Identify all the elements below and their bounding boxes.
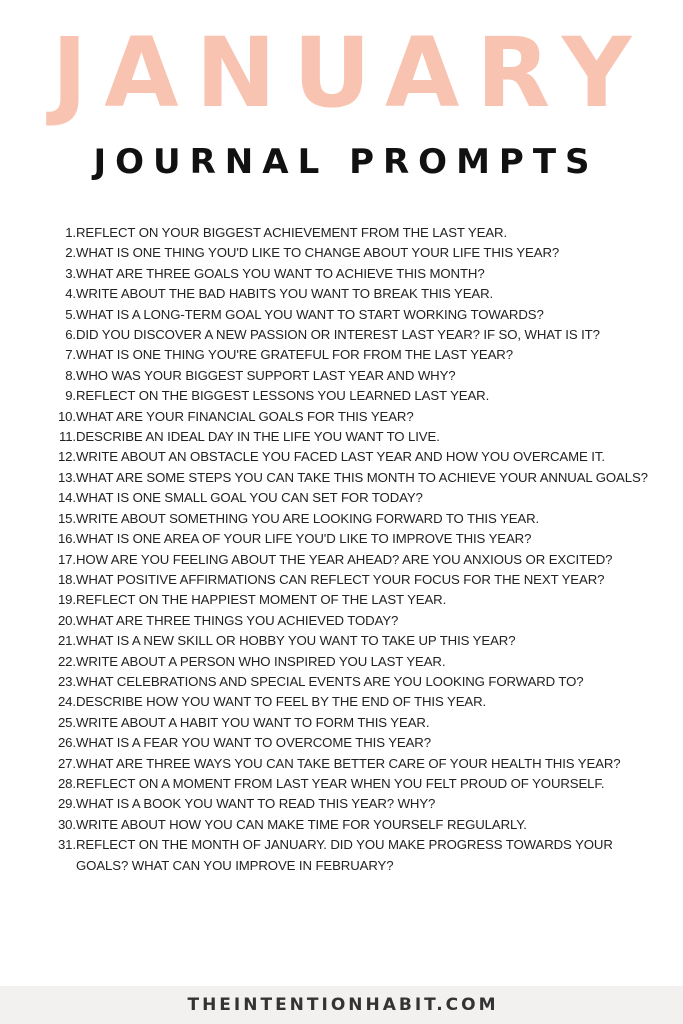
prompt-text: WHAT ARE THREE THINGS YOU ACHIEVED TODAY? bbox=[76, 612, 399, 628]
list-item bbox=[50, 488, 662, 508]
list-item bbox=[50, 468, 662, 488]
list-item bbox=[50, 611, 662, 631]
prompt-text: WHAT IS ONE SMALL GOAL YOU CAN SET FOR TODAY? bbox=[76, 490, 423, 506]
prompt-number: 13. bbox=[57, 469, 76, 485]
prompt-text: WRITE ABOUT HOW YOU CAN MAKE TIME FOR YOURSELF REGULARLY. bbox=[76, 816, 527, 832]
prompt-number: 25. bbox=[57, 714, 76, 730]
prompt-text: WHO WAS YOUR BIGGEST SUPPORT LAST YEAR AND WHY? bbox=[76, 367, 456, 383]
list-item bbox=[50, 509, 662, 529]
list-item bbox=[50, 774, 662, 794]
prompt-text: WRITE ABOUT A PERSON WHO INSPIRED YOU LAST YEAR. bbox=[76, 653, 446, 669]
prompt-text: HOW ARE YOU FEELING ABOUT THE YEAR AHEAD? ARE YOU ANXIOUS OR EXCITED? bbox=[76, 551, 613, 567]
prompt-number: 5. bbox=[65, 306, 76, 322]
prompt-text: REFLECT ON THE HAPPIEST MOMENT OF THE LAST YEAR. bbox=[76, 592, 447, 608]
prompt-number: 9. bbox=[65, 388, 76, 404]
list-item bbox=[50, 386, 662, 406]
list-item bbox=[50, 284, 662, 304]
prompt-number: 2. bbox=[65, 245, 76, 261]
prompt-number: 19. bbox=[57, 592, 76, 608]
prompt-text: WRITE ABOUT THE BAD HABITS YOU WANT TO BREAK THIS YEAR. bbox=[76, 286, 494, 302]
prompt-number: 12. bbox=[57, 449, 76, 465]
prompt-number: 8. bbox=[65, 367, 76, 383]
prompt-text: WHAT CELEBRATIONS AND SPECIAL EVENTS ARE YOU LOOKING FORWARD TO? bbox=[76, 673, 584, 689]
list-item bbox=[50, 305, 662, 325]
page-title: JANUARY bbox=[51, 17, 649, 129]
prompt-number: 31. bbox=[57, 837, 76, 853]
prompt-number: 15. bbox=[57, 510, 76, 526]
list-item bbox=[50, 243, 662, 263]
prompt-number: 27. bbox=[57, 755, 76, 771]
website-link[interactable]: THEINTENTIONHABIT.COM bbox=[187, 995, 499, 1015]
list-item bbox=[50, 815, 662, 835]
prompt-number: 26. bbox=[57, 735, 76, 751]
prompt-text: WHAT IS A FEAR YOU WANT TO OVERCOME THIS YEAR? bbox=[76, 735, 431, 751]
prompt-number: 16. bbox=[57, 531, 76, 547]
prompt-number: 17. bbox=[57, 551, 76, 567]
prompt-text: REFLECT ON YOUR BIGGEST ACHIEVEMENT FROM THE LAST YEAR. bbox=[76, 225, 508, 240]
prompt-list bbox=[50, 223, 662, 876]
prompt-text: WRITE ABOUT SOMETHING YOU ARE LOOKING FORWARD TO THIS YEAR. bbox=[76, 510, 540, 526]
prompt-text: WHAT ARE YOUR FINANCIAL GOALS FOR THIS YEAR? bbox=[76, 408, 414, 424]
prompt-number: 28. bbox=[57, 775, 76, 791]
footer-bar bbox=[0, 986, 683, 1024]
list-item bbox=[50, 590, 662, 610]
prompt-number: 3. bbox=[65, 265, 76, 281]
list-item bbox=[50, 692, 662, 712]
prompt-number: 7. bbox=[65, 347, 76, 363]
prompt-text: DESCRIBE HOW YOU WANT TO FEEL BY THE END OF THIS YEAR. bbox=[76, 694, 487, 710]
prompt-number: 21. bbox=[57, 633, 76, 649]
prompt-text: WHAT IS A NEW SKILL OR HOBBY YOU WANT TO TAKE UP THIS YEAR? bbox=[76, 633, 516, 649]
prompt-text: WRITE ABOUT A HABIT YOU WANT TO FORM THIS YEAR. bbox=[76, 714, 430, 730]
prompt-text: WHAT IS ONE THING YOU'RE GRATEFUL FOR FROM THE LAST YEAR? bbox=[76, 347, 513, 363]
prompt-text: WHAT ARE THREE WAYS YOU CAN TAKE BETTER CARE OF YOUR HEALTH THIS YEAR? bbox=[76, 755, 621, 771]
list-item bbox=[50, 652, 662, 672]
list-item bbox=[50, 366, 662, 386]
prompt-number: 30. bbox=[57, 816, 76, 832]
prompt-text: WHAT IS A LONG-TERM GOAL YOU WANT TO START WORKING TOWARDS? bbox=[76, 306, 544, 322]
prompt-number: 4. bbox=[65, 286, 76, 302]
list-item bbox=[50, 713, 662, 733]
prompt-number: 10. bbox=[57, 408, 76, 424]
list-item bbox=[50, 733, 662, 753]
prompt-text: REFLECT ON A MOMENT FROM LAST YEAR WHEN YOU FELT PROUD OF YOURSELF. bbox=[76, 775, 605, 791]
prompt-number: 29. bbox=[57, 796, 76, 812]
list-item bbox=[50, 529, 662, 549]
list-item bbox=[50, 794, 662, 814]
list-item bbox=[50, 631, 662, 651]
prompt-number: 24. bbox=[57, 694, 76, 710]
list-item bbox=[50, 550, 662, 570]
list-item bbox=[50, 754, 662, 774]
prompt-text: DESCRIBE AN IDEAL DAY IN THE LIFE YOU WANT TO LIVE. bbox=[76, 429, 440, 445]
list-item bbox=[50, 407, 662, 427]
prompt-number: 6. bbox=[65, 327, 76, 343]
prompt-number: 23. bbox=[57, 673, 76, 689]
list-item bbox=[50, 447, 662, 467]
prompt-number: 18. bbox=[57, 571, 76, 587]
list-item bbox=[50, 835, 662, 876]
prompt-text: DID YOU DISCOVER A NEW PASSION OR INTEREST LAST YEAR? IF SO, WHAT IS IT? bbox=[76, 327, 600, 343]
list-item bbox=[50, 223, 662, 243]
prompt-text: WHAT ARE THREE GOALS YOU WANT TO ACHIEVE THIS MONTH? bbox=[76, 265, 485, 281]
prompt-text: WHAT POSITIVE AFFIRMATIONS CAN REFLECT YOUR FOCUS FOR THE NEXT YEAR? bbox=[76, 571, 605, 587]
prompt-text: WRITE ABOUT AN OBSTACLE YOU FACED LAST YEAR AND HOW YOU OVERCAME IT. bbox=[76, 449, 605, 465]
list-item bbox=[50, 672, 662, 692]
prompt-number: 22. bbox=[57, 653, 76, 669]
list-item bbox=[50, 264, 662, 284]
prompt-number: 1. bbox=[65, 225, 76, 240]
prompt-number: 20. bbox=[57, 612, 76, 628]
prompt-text: WHAT IS ONE AREA OF YOUR LIFE YOU'D LIKE TO IMPROVE THIS YEAR? bbox=[76, 531, 532, 547]
list-item bbox=[50, 325, 662, 345]
list-item bbox=[50, 345, 662, 365]
prompt-text: REFLECT ON THE BIGGEST LESSONS YOU LEARNED LAST YEAR. bbox=[76, 388, 490, 404]
prompt-text: WHAT IS A BOOK YOU WANT TO READ THIS YEAR? WHY? bbox=[76, 796, 436, 812]
page-subtitle: JOURNAL PROMPTS bbox=[93, 142, 599, 182]
prompt-text: REFLECT ON THE MONTH OF JANUARY. DID YOU MAKE PROGRESS TOWARDS YOUR GOALS? WHAT CAN YOU IMPROVE IN FEBRUARY? bbox=[76, 837, 613, 873]
prompt-number: 14. bbox=[57, 490, 76, 506]
prompt-text: WHAT ARE SOME STEPS YOU CAN TAKE THIS MONTH TO ACHIEVE YOUR ANNUAL GOALS? bbox=[76, 469, 648, 485]
list-item bbox=[50, 427, 662, 447]
prompt-text: WHAT IS ONE THING YOU'D LIKE TO CHANGE ABOUT YOUR LIFE THIS YEAR? bbox=[76, 245, 560, 261]
list-item bbox=[50, 570, 662, 590]
prompt-number: 11. bbox=[58, 429, 76, 445]
